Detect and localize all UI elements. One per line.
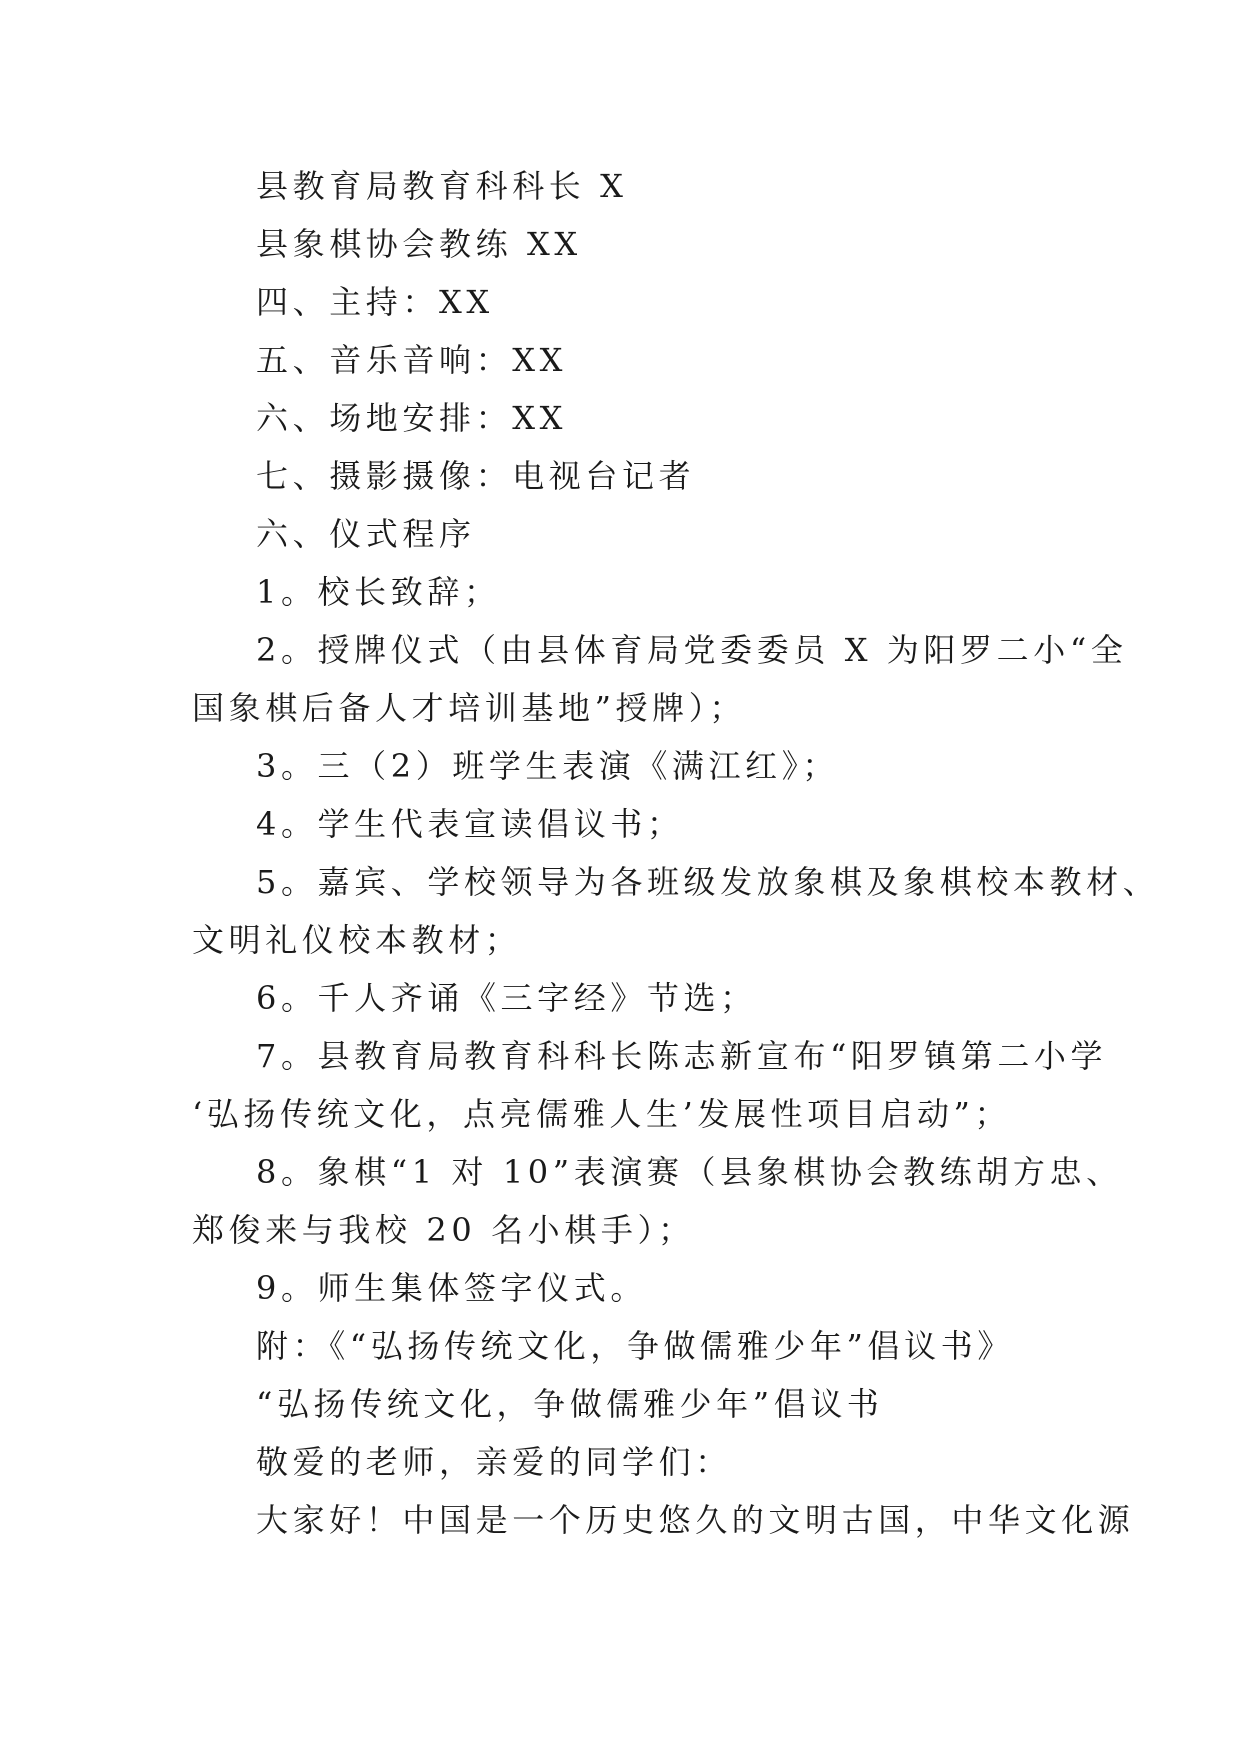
list-item-continuation: 郑俊来与我校 20 名小棋手）； [192, 1211, 695, 1249]
list-item: 1。校长致辞； [256, 573, 501, 611]
list-item: 2。授牌仪式（由县体育局党委委员 X 为阳罗二小“全 [256, 631, 1128, 669]
list-item: 8。象棋“1 对 10”表演赛（县象棋协会教练胡方忠、 [256, 1153, 1123, 1191]
text-line: 五、音乐音响：XX [256, 341, 567, 379]
proposal-title: “弘扬传统文化，争做儒雅少年”倡议书 [256, 1385, 884, 1423]
list-item-continuation: 文明礼仪校本教材； [192, 921, 522, 959]
list-item-continuation: ‘弘扬传统文化，点亮儒雅人生’发展性项目启动”； [192, 1095, 1012, 1133]
list-item: 6。千人齐诵《三字经》节选； [256, 979, 757, 1017]
list-item: 5。嘉宾、学校领导为各班级发放象棋及象棋校本教材、 [256, 863, 1160, 901]
list-item: 4。学生代表宣读倡议书； [256, 805, 684, 843]
appendix-note: 附：《“弘扬传统文化，争做儒雅少年”倡议书》 [256, 1327, 1014, 1365]
list-item: 7。县教育局教育科科长陈志新宣布“阳罗镇第二小学 [256, 1037, 1108, 1075]
list-item: 3。三（2）班学生表演《满江红》； [256, 747, 839, 785]
body-paragraph: 大家好！中国是一个历史悠久的文明古国，中华文化源 [256, 1501, 1135, 1539]
list-item: 9。师生集体签字仪式。 [256, 1269, 647, 1307]
text-line: 七、摄影摄像：电视台记者 [256, 457, 696, 495]
text-line: 县教育局教育科科长 X [256, 167, 628, 205]
text-line: 县象棋协会教练 XX [256, 225, 582, 263]
list-item-continuation: 国象棋后备人才培训基地”授牌）； [192, 689, 746, 727]
text-line: 四、主持：XX [256, 283, 494, 321]
salutation: 敬爱的老师，亲爱的同学们： [256, 1443, 732, 1481]
text-line: 六、场地安排：XX [256, 399, 567, 437]
section-heading: 六、仪式程序 [256, 515, 476, 553]
